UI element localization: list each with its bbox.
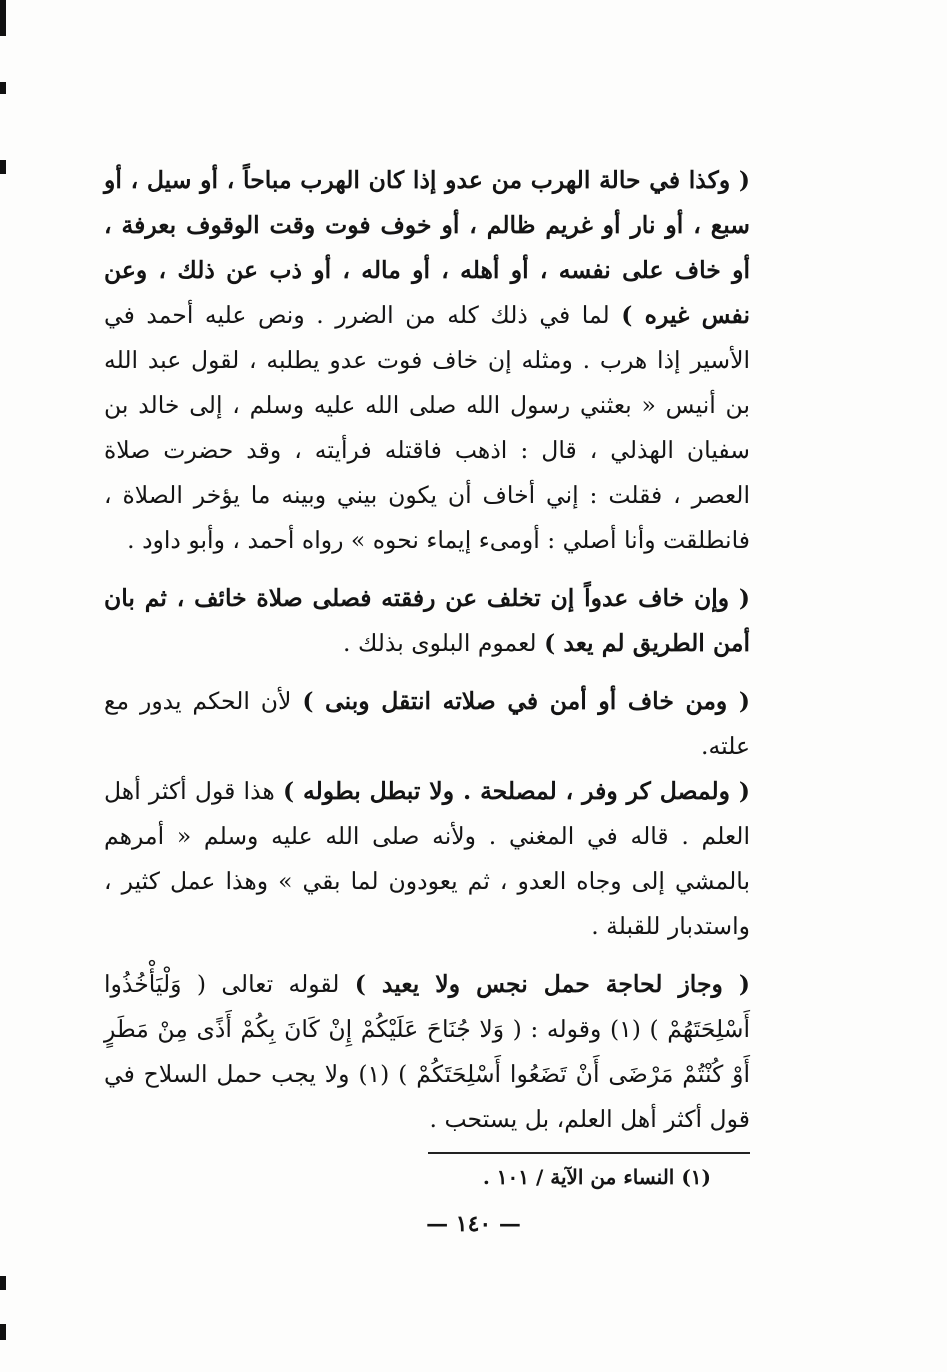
sharh-text: لأن الحكم يدور مع علته. <box>104 687 750 760</box>
scan-edge-mark <box>0 160 6 174</box>
scan-edge-mark <box>0 0 6 36</box>
sharh-text: لقوله تعالى ( وَلْيَأْخُذُوا أَسْلِحَتَهُمْ ) (١) وقوله : ( وَلا جُنَاحَ عَلَيْكُمْ إِنْ كَانَ بِكُمْ أَذًى مِنْ مَطَرٍ أَوْ كُنْتُمْ مَرْضَى أَنْ تَضَعُوا أَسْلِحَتَكُمْ ) (١) ولا يجب حمل السلاح في قول أكثر أهل العلم، بل يستحب . <box>104 970 750 1133</box>
matn-text: ( وكذا في حالة الهرب من عدو إذا كان الهرب مباحاً ، أو سيل ، أو سبع ، أو نار أو غريم ظالم ، أو خوف فوت وقت الوقوف بعرفة ، أو خاف على نفسه ، أو أهله ، أو ماله ، أو ذب عن ذلك ، وعن نفس غيره ) <box>104 166 750 329</box>
sharh-text: لما في ذلك كله من الضرر . ونص عليه أحمد في الأسير إذا هرب . ومثله إن خاف فوت عدو يطلبه ، لقول عبد الله بن أنيس « بعثني رسول الله صلى الله عليه وسلم ، إلى خالد بن سفيان الهذلي ، قال : اذهب فاقتله فرأيته ، وقد حضرت صلاة العصر ، فقلت : إني أخاف أن يكون بيني وبينه ما يؤخر الصلاة ، فانطلقت وأنا أصلي : أومىء إيماء نحوه » رواه أحمد ، وأبو داود . <box>104 301 750 554</box>
matn-text: ( وإن خاف عدواً إن تخلف عن رفقته فصلى صلاة خائف ، ثم بان أمن الطريق لم يعد ) <box>104 584 750 657</box>
paragraph <box>104 769 750 949</box>
scan-edge-mark <box>0 1324 6 1340</box>
main-text <box>104 158 750 1142</box>
paragraph <box>104 962 750 1142</box>
matn-text: ( ولمصل كر وفر ، لمصلحة . ولا تبطل بطوله ) <box>283 777 750 805</box>
matn-text: ( ومن خاف أو أمن في صلاته انتقل وبنى ) <box>302 687 750 715</box>
scan-edge-mark <box>0 82 6 94</box>
footnote-divider <box>428 1152 750 1154</box>
paragraph <box>104 158 750 563</box>
scan-edge-mark <box>0 1276 6 1290</box>
sharh-text: لعموم البلوى بذلك . <box>343 629 545 657</box>
sharh-text: هذا قول أكثر أهل العلم . قاله في المغني . ولأنه صلى الله عليه وسلم « أمرهم بالمشي إلى وجاه العدو ، ثم يعودون لما بقي » وهذا عمل كثير ، واستدبار للقبلة . <box>104 777 750 940</box>
matn-text: ( وجاز لحاجة حمل نجس ولا يعيد ) <box>354 970 750 998</box>
paragraph <box>104 576 750 666</box>
page-number: — ١٤٠ — <box>426 1211 521 1237</box>
footnote: (١) النساء من الآية / ١٠١ . <box>482 1165 711 1189</box>
paragraph <box>104 679 750 769</box>
